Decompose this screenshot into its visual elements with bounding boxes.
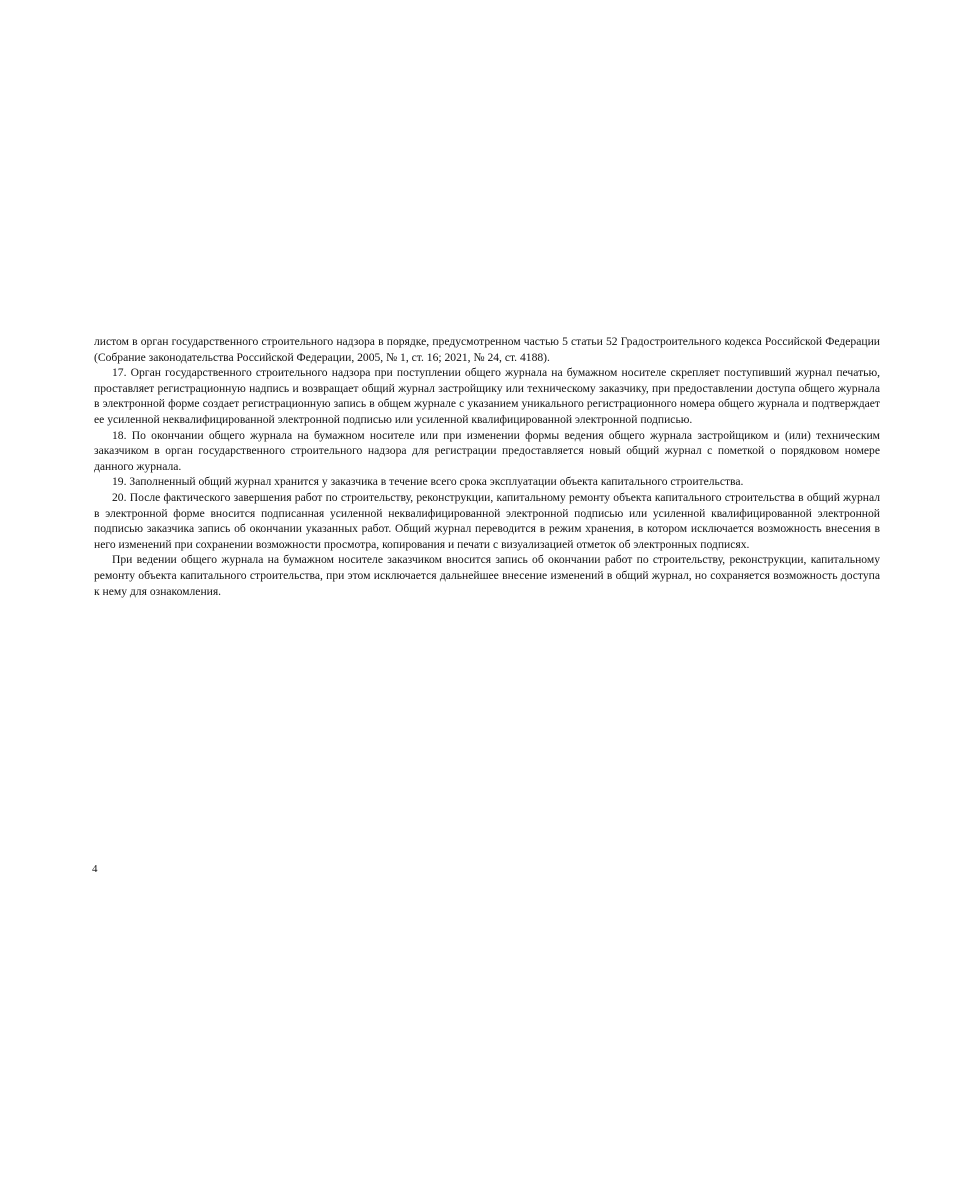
paragraph-paper-journal: При ведении общего журнала на бумажном носителе заказчиком вносится запись об окончании работ по строительству, реконструкции, капитальному ремонту объекта капитального строительства, при этом исключается дальнейшее внесение изменений в общий журнал, но сохраняется возможность доступа к нему для ознакомления. <box>94 553 880 598</box>
paragraph-17: 17. Орган государственного строительного надзора при поступлении общего журнала на бумажном носителе скрепляет поступивший журнал печатью, проставляет регистрационную надпись и возвращает общий журнал застройщику или техническому заказчику, при предоставлении доступа общего журнала в электронной форме создает регистрационную запись в общем журнале с указанием уникального регистрационного номера общего журнала и подтверждает ее усиленной неквалифицированной электронной подписью или усиленной квалифицированной электронной подписью. <box>94 366 880 426</box>
page-number: 4 <box>92 863 98 875</box>
document-body <box>94 334 880 599</box>
paragraph-continuation: листом в орган государственного строительного надзора в порядке, предусмотренном частью 5 статьи 52 Градостроительного кодекса Российской Федерации (Собрание законодательства Российской Федерации, 2005, № 1, ст. 16; 2021, № 24, ст. 4188). <box>94 335 880 364</box>
paragraph-19: 19. Заполненный общий журнал хранится у заказчика в течение всего срока эксплуатации объекта капитального строительства. <box>112 475 744 489</box>
paragraph-20: 20. После фактического завершения работ по строительству, реконструкции, капитальному ремонту объекта капитального строительства в общий журнал в электронной форме вносится подписанная усиленной неквалифицированной электронной подписью или усиленной квалифицированной электронной подписью заказчика запись об окончании указанных работ. Общий журнал переводится в режим хранения, в котором исключается возможность внесения в него изменений при сохранении возможности просмотра, копирования и печати с визуализацией отметок об электронных подписях. <box>94 490 880 551</box>
paragraph-18: 18. По окончании общего журнала на бумажном носителе или при изменении формы ведения общего журнала застройщиком и (или) техническим заказчиком в орган государственного строительного надзора для регистрации предоставляется новый общий журнал с пометкой о порядковом номере данного журнала. <box>94 428 880 473</box>
